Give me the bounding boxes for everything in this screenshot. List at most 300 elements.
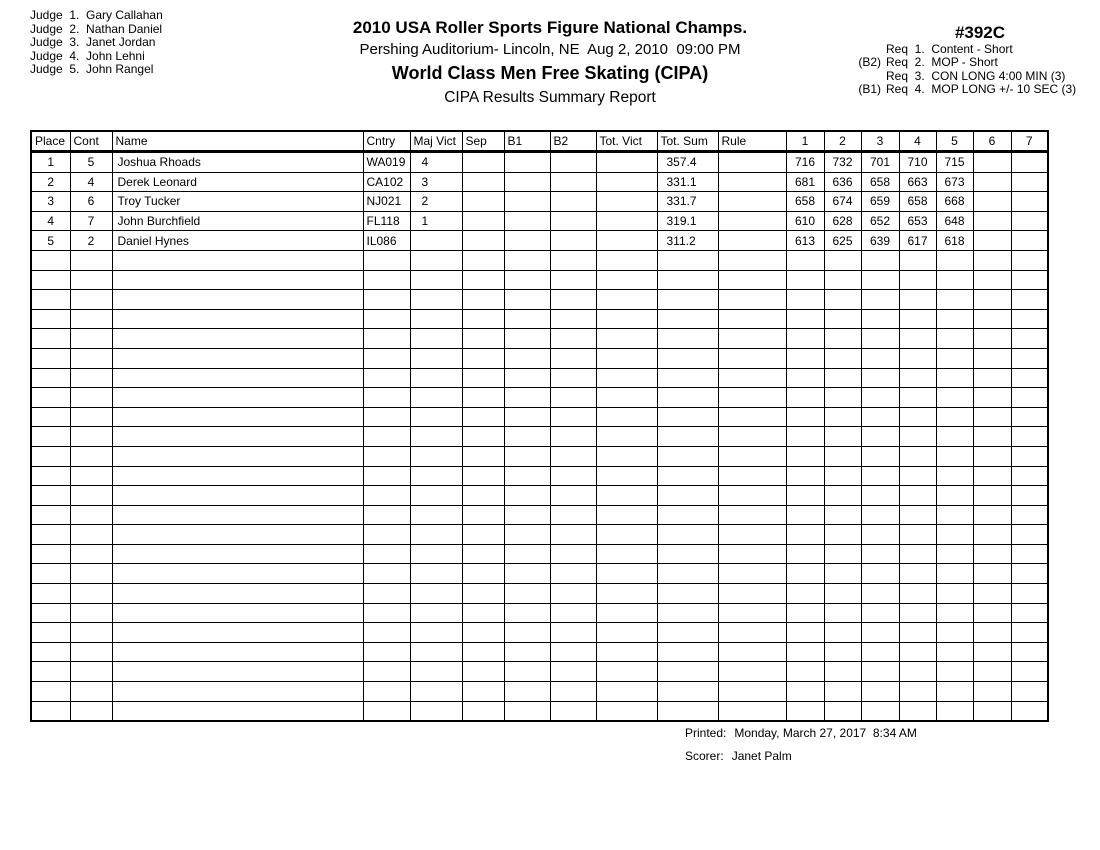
- cell-rule: [718, 662, 786, 682]
- cell-b1: [504, 427, 550, 447]
- cell-j3: [861, 348, 899, 368]
- cell-tot-sum: 311.2: [657, 231, 718, 251]
- cell-place: 5: [31, 231, 70, 251]
- cell-place: 4: [31, 211, 70, 231]
- cell-tot-sum: [657, 407, 718, 427]
- cell-rule: [718, 564, 786, 584]
- cell-name: Derek Leonard: [112, 172, 363, 192]
- cell-j6: [973, 682, 1011, 702]
- cell-sep: [462, 584, 504, 604]
- cell-j2: 636: [824, 172, 861, 192]
- cell-j6: [973, 662, 1011, 682]
- cell-b1: [504, 446, 550, 466]
- empty-table-row: [31, 525, 1048, 545]
- cell-tot-sum: [657, 505, 718, 525]
- cell-cont: [70, 427, 112, 447]
- cell-maj-vict: [410, 368, 462, 388]
- empty-table-row: [31, 682, 1048, 702]
- cell-j4: [899, 348, 936, 368]
- cell-name: [112, 368, 363, 388]
- cell-rule: [718, 192, 786, 212]
- cell-tot-vict: [596, 152, 657, 173]
- cell-cntry: [363, 662, 410, 682]
- cell-rule: [718, 701, 786, 721]
- table-row: [31, 152, 1048, 173]
- cell-j5: [936, 603, 973, 623]
- cell-b2: [550, 427, 596, 447]
- cell-place: [31, 270, 70, 290]
- cell-j1: [786, 466, 824, 486]
- cell-j7: [1011, 466, 1048, 486]
- col-header-b1: B1: [504, 131, 550, 152]
- cell-place: [31, 701, 70, 721]
- cell-j4: [899, 623, 936, 643]
- empty-table-row: [31, 544, 1048, 564]
- col-header-j4: 4: [899, 131, 936, 152]
- cell-j1: [786, 368, 824, 388]
- cell-cont: [70, 388, 112, 408]
- cell-j3: [861, 466, 899, 486]
- cell-j2: 628: [824, 211, 861, 231]
- cell-j2: [824, 525, 861, 545]
- judge-line: Judge 4. John Lehni: [30, 48, 145, 63]
- cell-j5: [936, 368, 973, 388]
- cell-maj-vict: [410, 505, 462, 525]
- cell-b2: [550, 211, 596, 231]
- cell-name: [112, 270, 363, 290]
- cell-place: [31, 368, 70, 388]
- cell-rule: [718, 231, 786, 251]
- cell-rule: [718, 270, 786, 290]
- cell-j3: [861, 642, 899, 662]
- cell-rule: [718, 623, 786, 643]
- cell-tot-sum: [657, 250, 718, 270]
- cell-b2: [550, 623, 596, 643]
- cell-b1: [504, 309, 550, 329]
- cell-j2: [824, 486, 861, 506]
- cell-rule: [718, 152, 786, 173]
- cell-j4: [899, 388, 936, 408]
- cell-rule: [718, 446, 786, 466]
- cell-cntry: [363, 642, 410, 662]
- cell-j2: [824, 388, 861, 408]
- cell-sep: [462, 701, 504, 721]
- cell-j7: [1011, 544, 1048, 564]
- cell-b1: [504, 270, 550, 290]
- cell-tot-vict: [596, 642, 657, 662]
- cell-cntry: [363, 348, 410, 368]
- cell-b1: [504, 466, 550, 486]
- cell-j5: 618: [936, 231, 973, 251]
- cell-j4: [899, 446, 936, 466]
- cell-b1: [504, 486, 550, 506]
- cell-maj-vict: [410, 642, 462, 662]
- cell-j1: [786, 505, 824, 525]
- cell-j4: 617: [899, 231, 936, 251]
- cell-tot-vict: [596, 701, 657, 721]
- cell-j3: [861, 701, 899, 721]
- cell-j3: [861, 446, 899, 466]
- cell-j6: [973, 407, 1011, 427]
- cell-j4: 663: [899, 172, 936, 192]
- cell-maj-vict: 2: [410, 192, 462, 212]
- cell-tot-vict: [596, 192, 657, 212]
- cell-tot-vict: [596, 231, 657, 251]
- cell-sep: [462, 368, 504, 388]
- cell-tot-vict: [596, 603, 657, 623]
- cell-j3: [861, 584, 899, 604]
- cell-j7: [1011, 446, 1048, 466]
- cell-j1: 681: [786, 172, 824, 192]
- cell-cntry: [363, 544, 410, 564]
- cell-tot-sum: [657, 701, 718, 721]
- requirement-line: [845, 56, 1076, 69]
- cell-cntry: [363, 270, 410, 290]
- cell-tot-vict: [596, 290, 657, 310]
- cell-j1: 716: [786, 152, 824, 173]
- cell-name: [112, 682, 363, 702]
- cell-j4: [899, 584, 936, 604]
- cell-b2: [550, 701, 596, 721]
- cell-b1: [504, 701, 550, 721]
- cell-j6: [973, 584, 1011, 604]
- cell-cont: 5: [70, 152, 112, 173]
- empty-table-row: [31, 603, 1048, 623]
- cell-cntry: [363, 564, 410, 584]
- cell-cntry: [363, 466, 410, 486]
- cell-cont: [70, 662, 112, 682]
- cell-j1: [786, 603, 824, 623]
- empty-table-row: [31, 407, 1048, 427]
- cell-j6: [973, 642, 1011, 662]
- cell-j2: [824, 682, 861, 702]
- cell-b1: [504, 407, 550, 427]
- cell-j3: 658: [861, 172, 899, 192]
- cell-maj-vict: [410, 662, 462, 682]
- cell-j3: [861, 270, 899, 290]
- cell-place: [31, 486, 70, 506]
- cell-b1: [504, 231, 550, 251]
- table-row: [31, 192, 1048, 212]
- cell-place: 1: [31, 152, 70, 173]
- empty-table-row: [31, 584, 1048, 604]
- cell-place: [31, 603, 70, 623]
- cell-tot-sum: [657, 466, 718, 486]
- cell-j7: [1011, 290, 1048, 310]
- cell-j2: [824, 544, 861, 564]
- cell-tot-vict: [596, 486, 657, 506]
- printed-timestamp: Monday, March 27, 2017 8:34 AM: [734, 726, 917, 740]
- cell-j5: [936, 270, 973, 290]
- judge-line: Judge 2. Nathan Daniel: [30, 21, 163, 36]
- cell-j5: [936, 309, 973, 329]
- cell-rule: [718, 603, 786, 623]
- cell-j6: [973, 525, 1011, 545]
- cell-name: [112, 388, 363, 408]
- cell-b1: [504, 603, 550, 623]
- cell-b1: [504, 662, 550, 682]
- cell-name: [112, 584, 363, 604]
- cell-cont: 4: [70, 172, 112, 192]
- venue-date-line: Pershing Auditorium- Lincoln, NE Aug 2, 2010 09:00 PM: [359, 41, 741, 58]
- cell-j2: [824, 250, 861, 270]
- cell-b1: [504, 388, 550, 408]
- empty-table-row: [31, 623, 1048, 643]
- report-title: CIPA Results Summary Report: [444, 89, 656, 106]
- cell-tot-sum: [657, 564, 718, 584]
- cell-sep: [462, 290, 504, 310]
- cell-j1: [786, 388, 824, 408]
- cell-b2: [550, 192, 596, 212]
- cell-cntry: [363, 309, 410, 329]
- requirement-prefix: [845, 70, 881, 83]
- scorer-label: Scorer:: [685, 749, 724, 763]
- cell-j3: [861, 525, 899, 545]
- cell-j7: [1011, 662, 1048, 682]
- cell-name: [112, 564, 363, 584]
- cell-tot-sum: [657, 662, 718, 682]
- cell-b1: [504, 623, 550, 643]
- cell-place: [31, 388, 70, 408]
- cell-j7: [1011, 486, 1048, 506]
- cell-b1: [504, 368, 550, 388]
- empty-table-row: [31, 309, 1048, 329]
- cell-j2: [824, 329, 861, 349]
- cell-rule: [718, 682, 786, 702]
- cell-b1: [504, 348, 550, 368]
- cell-b1: [504, 211, 550, 231]
- cell-j6: [973, 290, 1011, 310]
- cell-j4: [899, 564, 936, 584]
- col-header-maj-vict: Maj Vict: [410, 131, 462, 152]
- cell-rule: [718, 211, 786, 231]
- cell-sep: [462, 544, 504, 564]
- cell-j3: [861, 407, 899, 427]
- cell-j7: [1011, 505, 1048, 525]
- cell-place: [31, 407, 70, 427]
- cell-b2: [550, 642, 596, 662]
- cell-tot-vict: [596, 348, 657, 368]
- cell-sep: [462, 250, 504, 270]
- cell-j5: [936, 446, 973, 466]
- cell-b2: [550, 407, 596, 427]
- cell-j4: [899, 486, 936, 506]
- cell-j7: [1011, 309, 1048, 329]
- cell-cont: [70, 584, 112, 604]
- cell-j2: [824, 309, 861, 329]
- cell-tot-sum: 331.7: [657, 192, 718, 212]
- cell-j3: [861, 623, 899, 643]
- cell-j3: 639: [861, 231, 899, 251]
- col-header-tot-sum: Tot. Sum: [657, 131, 718, 152]
- cell-place: [31, 250, 70, 270]
- cell-j7: [1011, 152, 1048, 173]
- cell-cont: [70, 270, 112, 290]
- cell-b1: [504, 329, 550, 349]
- cell-cont: [70, 682, 112, 702]
- col-header-b2: B2: [550, 131, 596, 152]
- col-header-name: Name: [112, 131, 363, 152]
- cell-cont: [70, 290, 112, 310]
- cell-j4: [899, 682, 936, 702]
- cell-sep: [462, 388, 504, 408]
- cell-maj-vict: 3: [410, 172, 462, 192]
- cell-b1: [504, 290, 550, 310]
- cell-j5: [936, 290, 973, 310]
- cell-j7: [1011, 427, 1048, 447]
- cell-j4: [899, 701, 936, 721]
- cell-rule: [718, 584, 786, 604]
- cell-place: [31, 329, 70, 349]
- judge-line: Judge 1. Gary Callahan: [30, 8, 163, 22]
- col-header-rule: Rule: [718, 131, 786, 152]
- cell-tot-sum: [657, 486, 718, 506]
- cell-b2: [550, 388, 596, 408]
- cell-rule: [718, 466, 786, 486]
- cell-j3: [861, 388, 899, 408]
- cell-j7: [1011, 368, 1048, 388]
- cell-maj-vict: [410, 270, 462, 290]
- empty-table-row: [31, 270, 1048, 290]
- cell-sep: [462, 329, 504, 349]
- cell-sep: [462, 309, 504, 329]
- cell-name: [112, 250, 363, 270]
- cell-sep: [462, 662, 504, 682]
- cell-place: [31, 427, 70, 447]
- cell-maj-vict: 1: [410, 211, 462, 231]
- cell-cntry: [363, 525, 410, 545]
- cell-rule: [718, 172, 786, 192]
- cell-maj-vict: 4: [410, 152, 462, 173]
- cell-j7: [1011, 388, 1048, 408]
- cell-j4: 710: [899, 152, 936, 173]
- cell-cntry: [363, 584, 410, 604]
- cell-cntry: [363, 446, 410, 466]
- cell-j6: [973, 388, 1011, 408]
- cell-place: [31, 290, 70, 310]
- cell-maj-vict: [410, 290, 462, 310]
- cell-name: [112, 623, 363, 643]
- cell-rule: [718, 309, 786, 329]
- cell-rule: [718, 544, 786, 564]
- cell-j6: [973, 211, 1011, 231]
- cell-sep: [462, 642, 504, 662]
- cell-j3: [861, 250, 899, 270]
- cell-cont: [70, 642, 112, 662]
- cell-place: [31, 584, 70, 604]
- cell-maj-vict: [410, 329, 462, 349]
- cell-sep: [462, 152, 504, 173]
- requirement-line: [845, 70, 1076, 83]
- cell-j7: [1011, 701, 1048, 721]
- cell-j2: [824, 368, 861, 388]
- cell-j6: [973, 466, 1011, 486]
- cell-j1: [786, 270, 824, 290]
- cell-name: [112, 309, 363, 329]
- cell-j7: [1011, 564, 1048, 584]
- cell-b2: [550, 544, 596, 564]
- cell-cont: 7: [70, 211, 112, 231]
- cell-maj-vict: [410, 603, 462, 623]
- requirement-prefix: [845, 43, 881, 56]
- cell-tot-vict: [596, 564, 657, 584]
- empty-table-row: [31, 564, 1048, 584]
- empty-table-row: [31, 466, 1048, 486]
- cell-name: [112, 701, 363, 721]
- cell-rule: [718, 642, 786, 662]
- col-header-j7: 7: [1011, 131, 1048, 152]
- col-header-tot-vict: Tot. Vict: [596, 131, 657, 152]
- cell-b2: [550, 466, 596, 486]
- cell-j1: [786, 329, 824, 349]
- cell-j2: [824, 270, 861, 290]
- empty-table-row: [31, 388, 1048, 408]
- cell-b1: [504, 682, 550, 702]
- cell-b2: [550, 270, 596, 290]
- cell-sep: [462, 446, 504, 466]
- printed-label: Printed:: [685, 726, 727, 740]
- cell-b2: [550, 662, 596, 682]
- cell-place: 3: [31, 192, 70, 212]
- cell-place: [31, 682, 70, 702]
- cell-j3: [861, 486, 899, 506]
- event-number: #392C: [954, 23, 1006, 42]
- cell-rule: [718, 388, 786, 408]
- cell-cont: [70, 505, 112, 525]
- cell-j6: [973, 172, 1011, 192]
- table-header-row: [31, 131, 1048, 152]
- cell-j3: [861, 505, 899, 525]
- cell-j2: [824, 603, 861, 623]
- cell-j4: [899, 309, 936, 329]
- table-row: [31, 172, 1048, 192]
- cell-j6: [973, 505, 1011, 525]
- cell-rule: [718, 427, 786, 447]
- cell-sep: [462, 270, 504, 290]
- cell-b1: [504, 172, 550, 192]
- cell-name: [112, 642, 363, 662]
- cell-j1: [786, 623, 824, 643]
- cell-tot-vict: [596, 309, 657, 329]
- cell-j2: [824, 662, 861, 682]
- cell-maj-vict: [410, 486, 462, 506]
- cell-place: [31, 466, 70, 486]
- cell-b2: [550, 329, 596, 349]
- cell-sep: [462, 623, 504, 643]
- cell-j5: 648: [936, 211, 973, 231]
- cell-place: [31, 662, 70, 682]
- cell-j2: [824, 642, 861, 662]
- cell-j2: [824, 701, 861, 721]
- cell-cont: [70, 623, 112, 643]
- cell-sep: [462, 603, 504, 623]
- cell-cont: [70, 486, 112, 506]
- cell-j4: 653: [899, 211, 936, 231]
- cell-b2: [550, 505, 596, 525]
- cell-b2: [550, 446, 596, 466]
- cell-maj-vict: [410, 407, 462, 427]
- table-row: [31, 211, 1048, 231]
- cell-name: [112, 466, 363, 486]
- col-header-cont: Cont: [70, 131, 112, 152]
- cell-name: [112, 662, 363, 682]
- cell-cont: [70, 544, 112, 564]
- cell-j5: [936, 544, 973, 564]
- cell-sep: [462, 192, 504, 212]
- table-row: [31, 231, 1048, 251]
- cell-tot-sum: [657, 446, 718, 466]
- cell-tot-sum: [657, 348, 718, 368]
